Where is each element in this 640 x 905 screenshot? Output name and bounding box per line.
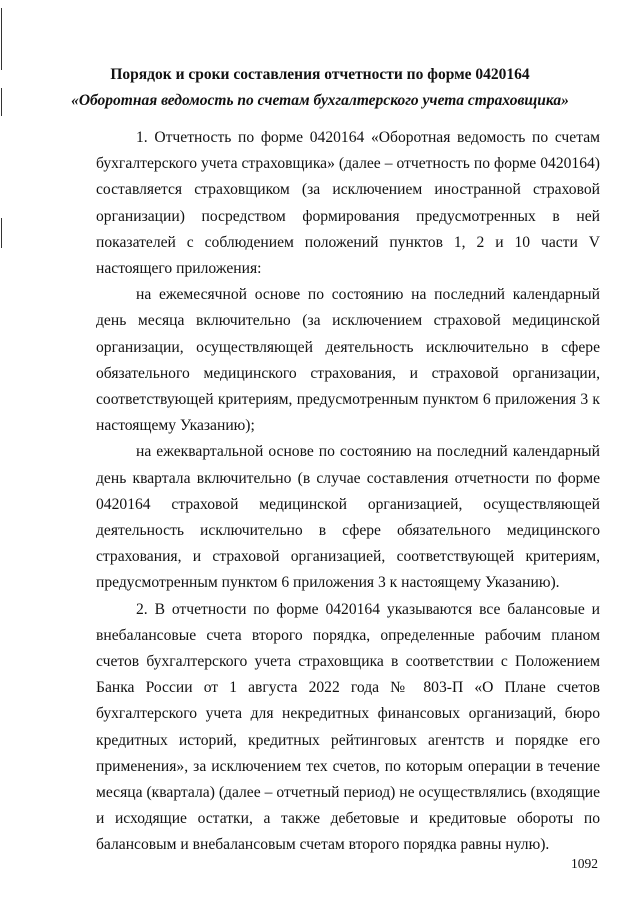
page-number: 1092 [571,856,598,871]
paragraph-1-quarterly: на ежеквартальной основе по состоянию на последний календарный день квартала включительно (в случае составления отчетности по форме 0420164 страховой медицинской организацией, осуществляющей деятельность исключительно в сфере обязательного медицинского страхования, и страховой организацией, соответствующей критериям, предусмотренным пунктом 6 приложения 3 к настоящему Указанию). [96,443,600,592]
paragraph-1: 1. Отчетность по форме 0420164 «Оборотная ведомость по счетам бухгалтерского учета страховщика» (далее – отчетность по форме 0420164) составляется страховщиком (за исключением иностранной страховой организации) посредством формирования предусмотренных в ней показателей с соблюдением положений пунктов 1, 2 и 10 части V настоящего приложения: [96,129,600,278]
paragraph-2: 2. В отчетности по форме 0420164 указываются все балансовые и внебалансовые счета второго порядка, определенные рабочим планом счетов бухгалтерского учета страховщика в соответствии с Положением Банка России от 1 августа 2022 года № 803-П «О Плане счетов бухгалтерского учета для некредитных финансовых организаций, бюро кредитных историй, кредитных рейтинговых агентств и порядке его применения», за исключением тех счетов, по которым операции в течение месяца (квартала) (далее – отчетный период) не осуществлялись (входящие и исходящие остатки, а также дебетовые и кредитовые обороты по балансовым и внебалансовым счетам второго порядка равны нулю). [96,600,600,854]
document-title: Порядок и сроки составления отчетности по форме 0420164 [110,66,530,83]
document-body [96,125,600,859]
paragraph-1-monthly: на ежемесячной основе по состоянию на последний календарный день месяца включительно (за исключением страховой медицинской организации, осуществляющей деятельность исключительно в сфере обязательного медицинского страхования, и страховой организации, соответствующей критериям, предусмотренным пунктом 6 приложения 3 к настоящему Указанию); [96,286,600,435]
scan-edge-mark [1,218,2,248]
document-subtitle: «Оборотная ведомость по счетам бухгалтерского учета страховщика» [71,92,569,109]
scan-edge-mark [1,8,2,70]
